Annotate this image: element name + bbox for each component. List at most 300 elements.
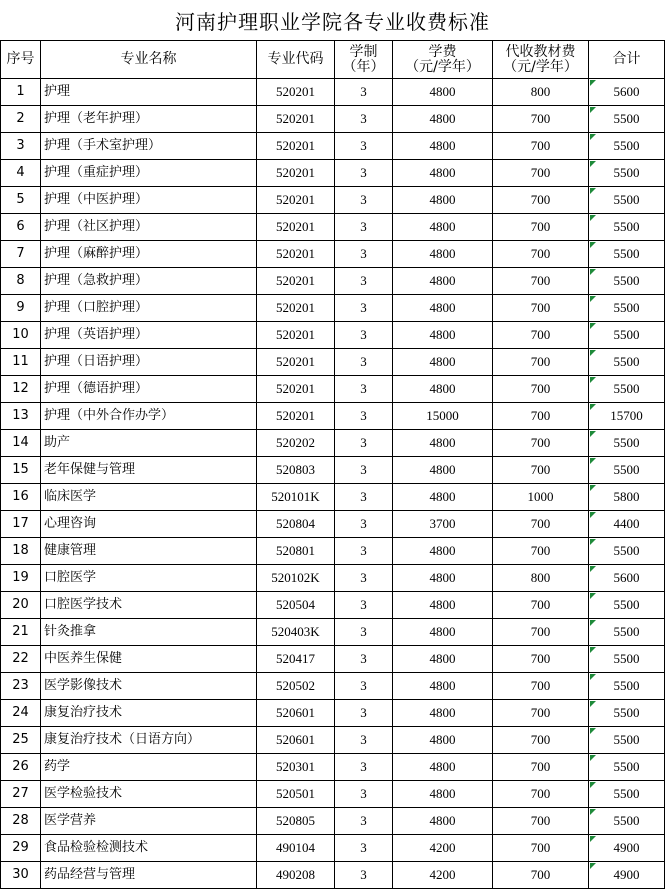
cell-years[interactable]: 3 xyxy=(335,754,393,781)
cell-indicator-icon xyxy=(590,863,596,869)
cell-major-code[interactable]: 520201 xyxy=(257,160,335,187)
cell-tuition[interactable]: 4800 xyxy=(393,754,493,781)
cell-total-value: 5600 xyxy=(613,84,640,99)
cell-total-value: 5500 xyxy=(613,462,640,477)
cell-tuition[interactable]: 4800 xyxy=(393,376,493,403)
cell-indicator-icon xyxy=(590,809,596,815)
cell-total[interactable] xyxy=(589,808,665,835)
cell-books-fee[interactable]: 700 xyxy=(493,457,589,484)
cell-books-fee[interactable]: 700 xyxy=(493,754,589,781)
cell-no[interactable]: 2 xyxy=(1,106,41,133)
fee-table xyxy=(0,40,665,889)
cell-major-code[interactable]: 520301 xyxy=(257,754,335,781)
cell-indicator-icon xyxy=(590,404,596,410)
cell-years[interactable]: 3 xyxy=(335,430,393,457)
cell-books-fee[interactable]: 700 xyxy=(493,835,589,862)
table-row xyxy=(1,565,665,592)
cell-tuition[interactable]: 4800 xyxy=(393,457,493,484)
cell-total-value: 5500 xyxy=(613,192,640,207)
cell-major-code[interactable]: 520403K xyxy=(257,619,335,646)
header-no: 序号 xyxy=(1,41,41,79)
cell-total-value: 5600 xyxy=(613,570,640,585)
cell-major-code[interactable]: 520201 xyxy=(257,79,335,106)
cell-no[interactable]: 21 xyxy=(1,619,41,646)
cell-major-code[interactable]: 520201 xyxy=(257,376,335,403)
cell-total[interactable] xyxy=(589,862,665,889)
cell-books-fee[interactable]: 800 xyxy=(493,79,589,106)
cell-indicator-icon xyxy=(590,566,596,572)
cell-tuition[interactable]: 4800 xyxy=(393,727,493,754)
cell-major-name[interactable]: 护理（急救护理） xyxy=(41,268,257,295)
cell-indicator-icon xyxy=(590,701,596,707)
cell-major-code[interactable]: 520102K xyxy=(257,565,335,592)
cell-tuition[interactable]: 4200 xyxy=(393,835,493,862)
cell-major-code[interactable]: 520601 xyxy=(257,727,335,754)
cell-tuition[interactable]: 4800 xyxy=(393,295,493,322)
cell-total-value: 5500 xyxy=(613,651,640,666)
cell-tuition[interactable]: 4800 xyxy=(393,673,493,700)
cell-books-fee[interactable]: 700 xyxy=(493,403,589,430)
table-row xyxy=(1,862,665,889)
cell-major-code[interactable]: 520801 xyxy=(257,538,335,565)
cell-tuition[interactable]: 4800 xyxy=(393,781,493,808)
cell-no[interactable]: 28 xyxy=(1,808,41,835)
cell-tuition[interactable]: 4800 xyxy=(393,349,493,376)
cell-major-code[interactable]: 490208 xyxy=(257,862,335,889)
cell-no[interactable]: 12 xyxy=(1,376,41,403)
cell-books-fee[interactable]: 700 xyxy=(493,538,589,565)
cell-indicator-icon xyxy=(590,647,596,653)
cell-years[interactable]: 3 xyxy=(335,295,393,322)
cell-total-value: 5500 xyxy=(613,246,640,261)
cell-total[interactable] xyxy=(589,619,665,646)
cell-total-value: 5500 xyxy=(613,138,640,153)
table-row xyxy=(1,79,665,106)
table-row xyxy=(1,214,665,241)
cell-years[interactable]: 3 xyxy=(335,403,393,430)
cell-books-fee[interactable]: 700 xyxy=(493,160,589,187)
cell-major-name[interactable]: 医学营养 xyxy=(41,808,257,835)
cell-no[interactable]: 18 xyxy=(1,538,41,565)
cell-major-name[interactable]: 口腔医学 xyxy=(41,565,257,592)
cell-major-code[interactable]: 520201 xyxy=(257,241,335,268)
cell-books-fee[interactable]: 800 xyxy=(493,565,589,592)
cell-indicator-icon xyxy=(590,80,596,86)
cell-major-name[interactable]: 临床医学 xyxy=(41,484,257,511)
cell-tuition[interactable]: 4800 xyxy=(393,268,493,295)
table-row xyxy=(1,322,665,349)
cell-major-code[interactable]: 520502 xyxy=(257,673,335,700)
cell-indicator-icon xyxy=(590,215,596,221)
cell-total-value: 5500 xyxy=(613,759,640,774)
cell-total-value: 5500 xyxy=(613,732,640,747)
cell-major-code[interactable]: 520201 xyxy=(257,295,335,322)
cell-tuition[interactable]: 4800 xyxy=(393,484,493,511)
cell-major-name[interactable]: 护理（口腔护理） xyxy=(41,295,257,322)
cell-no[interactable]: 15 xyxy=(1,457,41,484)
cell-years[interactable]: 3 xyxy=(335,646,393,673)
cell-major-name[interactable]: 食品检验检测技术 xyxy=(41,835,257,862)
cell-years[interactable]: 3 xyxy=(335,619,393,646)
cell-total[interactable] xyxy=(589,835,665,862)
cell-books-fee[interactable]: 700 xyxy=(493,727,589,754)
cell-books-fee[interactable]: 700 xyxy=(493,268,589,295)
cell-total[interactable] xyxy=(589,79,665,106)
cell-years[interactable]: 3 xyxy=(335,322,393,349)
cell-total[interactable] xyxy=(589,322,665,349)
cell-no[interactable]: 16 xyxy=(1,484,41,511)
cell-books-fee[interactable]: 700 xyxy=(493,673,589,700)
cell-books-fee[interactable]: 700 xyxy=(493,781,589,808)
header-books xyxy=(493,41,589,79)
cell-total-value: 5500 xyxy=(613,111,640,126)
cell-total-value: 5500 xyxy=(613,597,640,612)
cell-total[interactable] xyxy=(589,592,665,619)
cell-major-code[interactable]: 520202 xyxy=(257,430,335,457)
cell-major-name[interactable]: 护理（德语护理） xyxy=(41,376,257,403)
cell-years[interactable]: 3 xyxy=(335,241,393,268)
cell-books-fee[interactable]: 700 xyxy=(493,187,589,214)
table-row xyxy=(1,646,665,673)
table-row xyxy=(1,295,665,322)
cell-indicator-icon xyxy=(590,242,596,248)
cell-major-code[interactable]: 520201 xyxy=(257,133,335,160)
cell-major-name[interactable]: 针灸推拿 xyxy=(41,619,257,646)
cell-major-name[interactable]: 老年保健与管理 xyxy=(41,457,257,484)
cell-major-code[interactable]: 520201 xyxy=(257,187,335,214)
cell-years[interactable]: 3 xyxy=(335,700,393,727)
cell-no[interactable]: 3 xyxy=(1,133,41,160)
cell-tuition[interactable]: 4800 xyxy=(393,619,493,646)
cell-indicator-icon xyxy=(590,134,596,140)
table-row xyxy=(1,808,665,835)
cell-total[interactable] xyxy=(589,268,665,295)
cell-tuition[interactable]: 4800 xyxy=(393,430,493,457)
cell-no[interactable]: 9 xyxy=(1,295,41,322)
cell-no[interactable]: 17 xyxy=(1,511,41,538)
cell-years[interactable]: 3 xyxy=(335,214,393,241)
cell-no[interactable]: 8 xyxy=(1,268,41,295)
cell-major-name[interactable]: 药学 xyxy=(41,754,257,781)
cell-tuition[interactable]: 4800 xyxy=(393,538,493,565)
cell-no[interactable]: 1 xyxy=(1,79,41,106)
cell-major-name[interactable]: 护理（社区护理） xyxy=(41,214,257,241)
cell-major-name[interactable]: 医学影像技术 xyxy=(41,673,257,700)
table-row xyxy=(1,781,665,808)
cell-no[interactable]: 14 xyxy=(1,430,41,457)
table-row xyxy=(1,106,665,133)
cell-major-code[interactable]: 520201 xyxy=(257,403,335,430)
cell-total-value: 5500 xyxy=(613,786,640,801)
cell-indicator-icon xyxy=(590,485,596,491)
cell-total[interactable] xyxy=(589,754,665,781)
cell-years[interactable]: 3 xyxy=(335,592,393,619)
cell-total[interactable] xyxy=(589,376,665,403)
cell-total-value: 5500 xyxy=(613,705,640,720)
cell-books-fee[interactable]: 700 xyxy=(493,214,589,241)
table-row xyxy=(1,592,665,619)
cell-total[interactable] xyxy=(589,430,665,457)
table-row xyxy=(1,673,665,700)
cell-total[interactable] xyxy=(589,484,665,511)
cell-total-value: 5500 xyxy=(613,300,640,315)
cell-total-value: 4900 xyxy=(613,867,640,882)
table-row xyxy=(1,754,665,781)
cell-major-code[interactable]: 520805 xyxy=(257,808,335,835)
header-tuition xyxy=(393,41,493,79)
cell-years[interactable]: 3 xyxy=(335,106,393,133)
cell-total-value: 4400 xyxy=(613,516,640,531)
cell-tuition[interactable]: 4800 xyxy=(393,565,493,592)
cell-no[interactable]: 23 xyxy=(1,673,41,700)
cell-total[interactable] xyxy=(589,106,665,133)
cell-major-code[interactable]: 520201 xyxy=(257,106,335,133)
cell-total[interactable] xyxy=(589,187,665,214)
cell-years[interactable]: 3 xyxy=(335,862,393,889)
table-row xyxy=(1,349,665,376)
cell-major-name[interactable]: 护理（重症护理） xyxy=(41,160,257,187)
cell-major-code[interactable]: 490104 xyxy=(257,835,335,862)
cell-major-name[interactable]: 心理咨询 xyxy=(41,511,257,538)
cell-major-code[interactable]: 520601 xyxy=(257,700,335,727)
cell-indicator-icon xyxy=(590,620,596,626)
cell-years[interactable]: 3 xyxy=(335,727,393,754)
cell-books-fee[interactable]: 700 xyxy=(493,592,589,619)
table-row xyxy=(1,187,665,214)
cell-indicator-icon xyxy=(590,161,596,167)
cell-no[interactable]: 25 xyxy=(1,727,41,754)
cell-books-fee[interactable]: 1000 xyxy=(493,484,589,511)
cell-tuition[interactable]: 4800 xyxy=(393,241,493,268)
cell-indicator-icon xyxy=(590,107,596,113)
cell-total[interactable] xyxy=(589,160,665,187)
cell-tuition[interactable]: 4800 xyxy=(393,592,493,619)
header-tuition-line2: （元/学年） xyxy=(405,58,480,75)
cell-years[interactable]: 3 xyxy=(335,538,393,565)
cell-total[interactable] xyxy=(589,295,665,322)
cell-books-fee[interactable]: 700 xyxy=(493,349,589,376)
cell-tuition[interactable]: 3700 xyxy=(393,511,493,538)
cell-indicator-icon xyxy=(590,431,596,437)
cell-major-code[interactable]: 520201 xyxy=(257,268,335,295)
cell-books-fee[interactable]: 700 xyxy=(493,862,589,889)
cell-major-code[interactable]: 520504 xyxy=(257,592,335,619)
cell-total-value: 4900 xyxy=(613,840,640,855)
cell-books-fee[interactable]: 700 xyxy=(493,295,589,322)
cell-years[interactable]: 3 xyxy=(335,133,393,160)
cell-no[interactable]: 24 xyxy=(1,700,41,727)
cell-total[interactable] xyxy=(589,403,665,430)
table-row xyxy=(1,727,665,754)
cell-major-name[interactable]: 中医养生保健 xyxy=(41,646,257,673)
cell-no[interactable]: 29 xyxy=(1,835,41,862)
cell-books-fee[interactable]: 700 xyxy=(493,322,589,349)
cell-major-name[interactable]: 药品经营与管理 xyxy=(41,862,257,889)
cell-indicator-icon xyxy=(590,296,596,302)
cell-total-value: 5500 xyxy=(613,354,640,369)
cell-total-value: 5500 xyxy=(613,165,640,180)
cell-years[interactable]: 3 xyxy=(335,484,393,511)
table-row xyxy=(1,457,665,484)
cell-books-fee[interactable]: 700 xyxy=(493,376,589,403)
cell-total[interactable] xyxy=(589,241,665,268)
cell-total-value: 5500 xyxy=(613,273,640,288)
cell-tuition[interactable]: 4800 xyxy=(393,700,493,727)
table-row xyxy=(1,376,665,403)
cell-years[interactable]: 3 xyxy=(335,457,393,484)
cell-books-fee[interactable]: 700 xyxy=(493,700,589,727)
cell-tuition[interactable]: 4800 xyxy=(393,133,493,160)
header-tuition-line1: 学费 xyxy=(428,43,457,60)
cell-major-name[interactable]: 护理 xyxy=(41,79,257,106)
table-row xyxy=(1,835,665,862)
cell-indicator-icon xyxy=(590,350,596,356)
cell-books-fee[interactable]: 700 xyxy=(493,511,589,538)
cell-major-name[interactable]: 口腔医学技术 xyxy=(41,592,257,619)
cell-years[interactable]: 3 xyxy=(335,835,393,862)
cell-total-value: 5500 xyxy=(613,381,640,396)
cell-years[interactable]: 3 xyxy=(335,349,393,376)
cell-years[interactable]: 3 xyxy=(335,808,393,835)
cell-major-code[interactable]: 520804 xyxy=(257,511,335,538)
cell-years[interactable]: 3 xyxy=(335,511,393,538)
cell-no[interactable]: 13 xyxy=(1,403,41,430)
cell-total-value: 5500 xyxy=(613,624,640,639)
cell-tuition[interactable]: 4800 xyxy=(393,106,493,133)
cell-books-fee[interactable]: 700 xyxy=(493,133,589,160)
cell-major-code[interactable]: 520417 xyxy=(257,646,335,673)
cell-years[interactable]: 3 xyxy=(335,376,393,403)
cell-major-code[interactable]: 520201 xyxy=(257,322,335,349)
cell-total[interactable] xyxy=(589,565,665,592)
cell-no[interactable]: 22 xyxy=(1,646,41,673)
cell-major-name[interactable]: 护理（麻醉护理） xyxy=(41,241,257,268)
cell-tuition[interactable]: 4800 xyxy=(393,322,493,349)
cell-total[interactable] xyxy=(589,538,665,565)
cell-no[interactable]: 11 xyxy=(1,349,41,376)
cell-years[interactable]: 3 xyxy=(335,160,393,187)
cell-years[interactable]: 3 xyxy=(335,187,393,214)
cell-major-name[interactable]: 护理（中医护理） xyxy=(41,187,257,214)
cell-tuition[interactable]: 4800 xyxy=(393,646,493,673)
cell-total-value: 5500 xyxy=(613,813,640,828)
cell-major-name[interactable]: 护理（日语护理） xyxy=(41,349,257,376)
cell-total[interactable] xyxy=(589,511,665,538)
cell-indicator-icon xyxy=(590,728,596,734)
cell-total-value: 5500 xyxy=(613,327,640,342)
cell-tuition[interactable]: 4800 xyxy=(393,214,493,241)
cell-indicator-icon xyxy=(590,377,596,383)
cell-major-code[interactable]: 520803 xyxy=(257,457,335,484)
cell-no[interactable]: 30 xyxy=(1,862,41,889)
cell-major-name[interactable]: 护理（中外合作办学） xyxy=(41,403,257,430)
cell-books-fee[interactable]: 700 xyxy=(493,430,589,457)
table-row xyxy=(1,700,665,727)
cell-major-name[interactable]: 护理（英语护理） xyxy=(41,322,257,349)
cell-major-code[interactable]: 520201 xyxy=(257,214,335,241)
cell-major-code[interactable]: 520201 xyxy=(257,349,335,376)
cell-years[interactable]: 3 xyxy=(335,565,393,592)
header-books-line2: （元/学年） xyxy=(503,58,578,75)
table-row xyxy=(1,403,665,430)
cell-indicator-icon xyxy=(590,755,596,761)
cell-no[interactable]: 26 xyxy=(1,754,41,781)
cell-indicator-icon xyxy=(590,458,596,464)
cell-years[interactable]: 3 xyxy=(335,268,393,295)
cell-books-fee[interactable]: 700 xyxy=(493,619,589,646)
cell-major-name[interactable]: 助产 xyxy=(41,430,257,457)
cell-indicator-icon xyxy=(590,512,596,518)
cell-major-name[interactable]: 护理（老年护理） xyxy=(41,106,257,133)
cell-books-fee[interactable]: 700 xyxy=(493,646,589,673)
cell-total[interactable] xyxy=(589,457,665,484)
cell-major-name[interactable]: 康复治疗技术（日语方向） xyxy=(41,727,257,754)
cell-books-fee[interactable]: 700 xyxy=(493,808,589,835)
cell-tuition[interactable]: 4200 xyxy=(393,862,493,889)
cell-no[interactable]: 20 xyxy=(1,592,41,619)
cell-tuition[interactable]: 4800 xyxy=(393,808,493,835)
cell-no[interactable]: 27 xyxy=(1,781,41,808)
cell-total[interactable] xyxy=(589,133,665,160)
cell-total[interactable] xyxy=(589,646,665,673)
cell-years[interactable]: 3 xyxy=(335,781,393,808)
header-total: 合计 xyxy=(589,41,665,79)
cell-major-code[interactable]: 520101K xyxy=(257,484,335,511)
cell-total[interactable] xyxy=(589,781,665,808)
cell-books-fee[interactable]: 700 xyxy=(493,106,589,133)
cell-indicator-icon xyxy=(590,323,596,329)
cell-years[interactable]: 3 xyxy=(335,673,393,700)
cell-total-value: 15700 xyxy=(610,408,643,423)
cell-total-value: 5500 xyxy=(613,219,640,234)
table-row xyxy=(1,133,665,160)
cell-total[interactable] xyxy=(589,214,665,241)
cell-major-name[interactable]: 医学检验技术 xyxy=(41,781,257,808)
cell-major-code[interactable]: 520501 xyxy=(257,781,335,808)
cell-no[interactable]: 5 xyxy=(1,187,41,214)
cell-tuition[interactable]: 4800 xyxy=(393,160,493,187)
cell-total-value: 5800 xyxy=(613,489,640,504)
table-row xyxy=(1,484,665,511)
cell-books-fee[interactable]: 700 xyxy=(493,241,589,268)
cell-tuition[interactable]: 4800 xyxy=(393,187,493,214)
cell-total[interactable] xyxy=(589,673,665,700)
cell-indicator-icon xyxy=(590,836,596,842)
cell-major-name[interactable]: 健康管理 xyxy=(41,538,257,565)
cell-total[interactable] xyxy=(589,349,665,376)
cell-no[interactable]: 4 xyxy=(1,160,41,187)
cell-major-name[interactable]: 康复治疗技术 xyxy=(41,700,257,727)
cell-tuition[interactable]: 4800 xyxy=(393,79,493,106)
cell-no[interactable]: 6 xyxy=(1,214,41,241)
cell-major-name[interactable]: 护理（手术室护理） xyxy=(41,133,257,160)
table-row xyxy=(1,511,665,538)
table-row xyxy=(1,268,665,295)
cell-total-value: 5500 xyxy=(613,543,640,558)
cell-indicator-icon xyxy=(590,782,596,788)
header-years-line1: 学制 xyxy=(349,43,378,60)
cell-total[interactable] xyxy=(589,727,665,754)
cell-indicator-icon xyxy=(590,539,596,545)
cell-no[interactable]: 7 xyxy=(1,241,41,268)
cell-total[interactable] xyxy=(589,700,665,727)
cell-tuition[interactable]: 15000 xyxy=(393,403,493,430)
cell-no[interactable]: 10 xyxy=(1,322,41,349)
table-row xyxy=(1,241,665,268)
header-name: 专业名称 xyxy=(41,41,257,79)
cell-no[interactable]: 19 xyxy=(1,565,41,592)
cell-years[interactable]: 3 xyxy=(335,79,393,106)
